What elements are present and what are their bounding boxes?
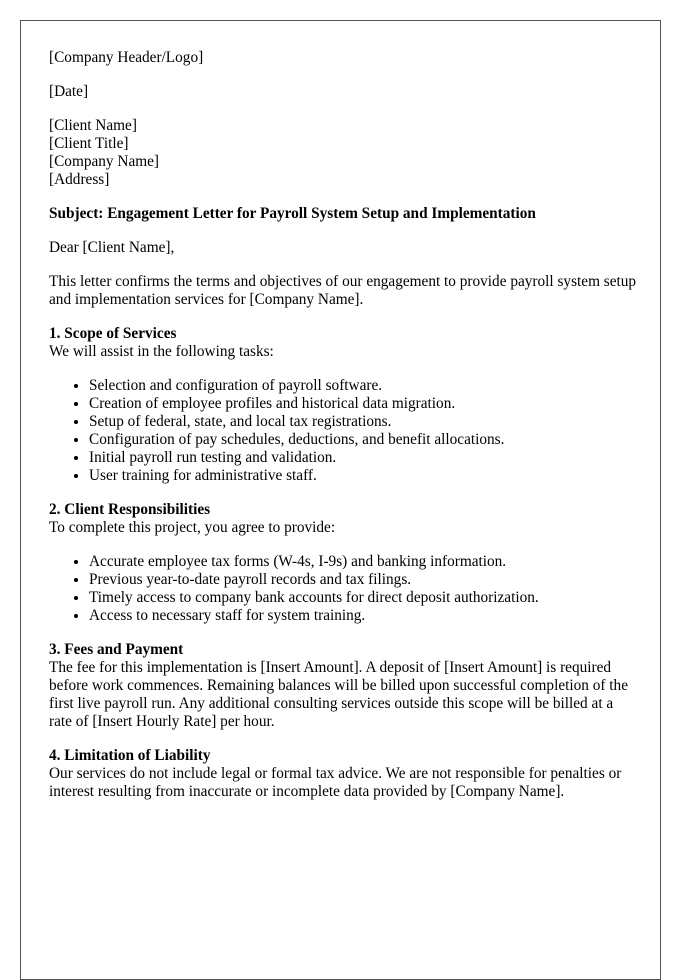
list-item: • Configuration of pay schedules, deductions, and benefit allocations. [89, 431, 639, 449]
list-item: • Selection and configuration of payroll software. [89, 377, 639, 395]
company-header: [Company Header/Logo] [49, 49, 204, 66]
recipient-name: [Client Name] [49, 117, 137, 134]
recipient-title: [Client Title] [49, 135, 129, 152]
list-item: • Setup of federal, state, and local tax registrations. [89, 413, 639, 431]
salutation: Dear [Client Name], [49, 239, 175, 256]
section-body: Our services do not include legal or formal tax advice. We are not responsible for penalties or interest resulting from inaccurate or incomplete data provided by [Company Name]. [49, 765, 622, 800]
section-lead: We will assist in the following tasks: [49, 343, 274, 360]
section-fees [49, 641, 639, 731]
subject-line: Subject: Engagement Letter for Payroll System Setup and Implementation [49, 205, 536, 222]
list-item: • Initial payroll run testing and validation. [89, 449, 639, 467]
letter-page [20, 20, 661, 980]
section-heading: 1. Scope of Services [49, 325, 177, 342]
section-body: The fee for this implementation is [Insert Amount]. A deposit of [Insert Amount] is required before work commences. Remaining balances will be billed upon successful completion of the first live payroll run. Any additional consulting services outside this scope will be billed at a rate of [Insert Hourly Rate] per hour. [49, 659, 628, 730]
section-scope [49, 325, 639, 485]
section-responsibilities [49, 501, 639, 625]
letter-content [49, 49, 639, 801]
list-item: • Previous year-to-date payroll records and tax filings. [89, 571, 639, 589]
intro-paragraph: This letter confirms the terms and objectives of our engagement to provide payroll system setup and implementation services for [Company Name]. [49, 273, 637, 308]
recipient-address: [Address] [49, 171, 110, 188]
section-liability [49, 747, 639, 801]
list-item: • Accurate employee tax forms (W-4s, I-9s) and banking information. [89, 553, 639, 571]
list-item: • Creation of employee profiles and historical data migration. [89, 395, 639, 413]
recipient-company: [Company Name] [49, 153, 160, 170]
recipient-block [49, 117, 639, 189]
scope-list [49, 377, 639, 485]
section-lead: To complete this project, you agree to provide: [49, 519, 336, 536]
list-item: • Access to necessary staff for system training. [89, 607, 639, 625]
list-item: • Timely access to company bank accounts for direct deposit authorization. [89, 589, 639, 607]
letter-date: [Date] [49, 83, 89, 100]
section-heading: 2. Client Responsibilities [49, 501, 211, 518]
section-heading: 3. Fees and Payment [49, 641, 184, 658]
list-item: • User training for administrative staff. [89, 467, 639, 485]
responsibilities-list [49, 553, 639, 625]
section-heading: 4. Limitation of Liability [49, 747, 211, 764]
